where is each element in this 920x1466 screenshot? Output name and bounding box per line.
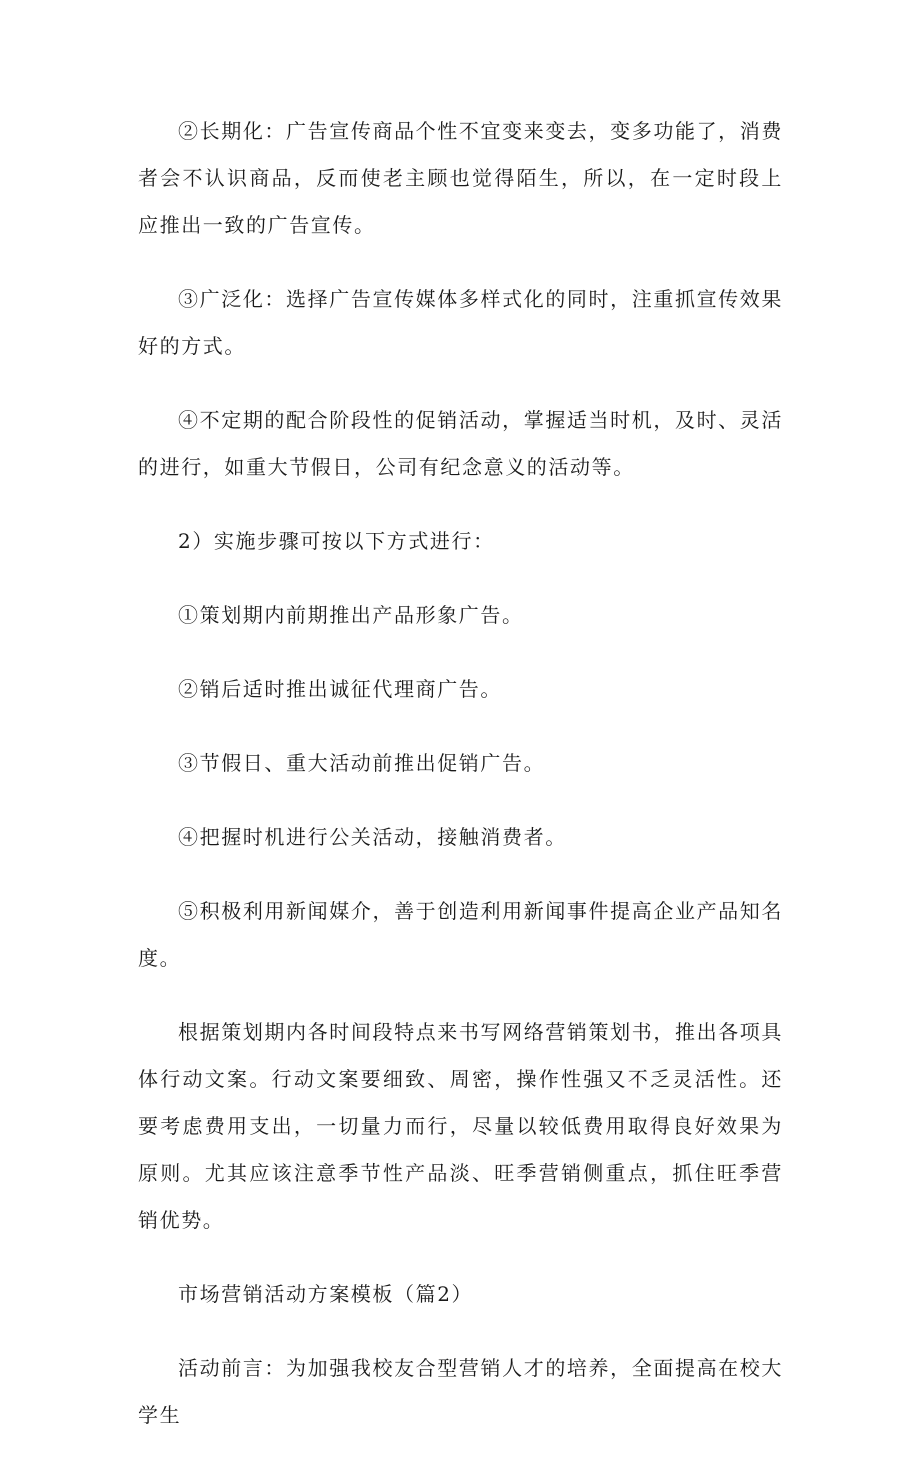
paragraph-long-term: ②长期化：广告宣传商品个性不宜变来变去，变多功能了，消费者会不认识商品，反而使老主顾也觉得陌生，所以，在一定时段上应推出一致的广告宣传。 [138, 119, 783, 237]
paragraph-step-2: ②销后适时推出诚征代理商广告。 [178, 677, 502, 701]
paragraph-step-3: ③节假日、重大活动前推出促销广告。 [178, 751, 546, 775]
paragraph-step-5: ⑤积极利用新闻媒介，善于创造利用新闻事件提高企业产品知名度。 [138, 899, 783, 970]
paragraph-broad: ③广泛化：选择广告宣传媒体多样式化的同时，注重抓宣传效果好的方式。 [138, 287, 783, 358]
paragraph-steps-heading: 2）实施步骤可按以下方式进行： [178, 529, 495, 553]
document-body [138, 108, 783, 1466]
paragraph-step-1: ①策划期内前期推出产品形象广告。 [178, 603, 524, 627]
section-title: 市场营销活动方案模板（篇2） [178, 1282, 474, 1306]
paragraph-step-4: ④把握时机进行公关活动，接触消费者。 [178, 825, 567, 849]
paragraph-action-plan: 根据策划期内各时间段特点来书写网络营销策划书，推出各项具体行动文案。行动文案要细致、周密，操作性强又不乏灵活性。还要考虑费用支出，一切量力而行，尽量以较低费用取得良好效果为原则。尤其应该注意季节性产品淡、旺季营销侧重点，抓住旺季营销优势。 [138, 1020, 783, 1232]
paragraph-irregular-promotion: ④不定期的配合阶段性的促销活动，掌握适当时机，及时、灵活的进行，如重大节假日，公司有纪念意义的活动等。 [138, 408, 783, 479]
paragraph-preface: 活动前言：为加强我校友合型营销人才的培养，全面提高在校大学生 [138, 1356, 783, 1427]
